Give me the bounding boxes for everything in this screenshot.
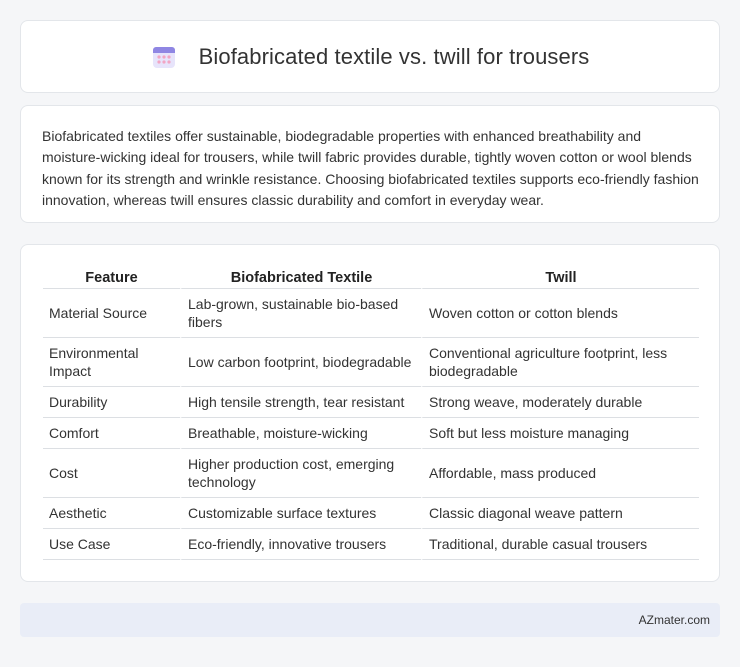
table-cell: Use Case	[43, 529, 180, 560]
table-cell: Durability	[43, 387, 180, 418]
table-row	[43, 449, 699, 498]
footer-brand: AZmater.com	[638, 613, 710, 627]
table-cell: Comfort	[43, 418, 180, 449]
table-row	[43, 289, 699, 338]
table-cell: Affordable, mass produced	[421, 449, 699, 498]
calendar-icon	[151, 44, 177, 70]
intro-card	[20, 105, 720, 223]
table-row	[43, 418, 699, 449]
table-row	[43, 498, 699, 529]
table-row	[43, 387, 699, 418]
comparison-table	[43, 263, 699, 560]
intro-paragraph: Biofabricated textiles offer sustainable, biodegradable properties with enhanced breathability and moisture-wicking ideal for trousers, while twill fabric provides durable, tightly woven cotton or wool blends known for its strength and wrinkle resistance. Choosing biofabricated textiles supports eco-friendly fashion innovation, whereas twill ensures classic durability and comfort in everyday wear.	[42, 128, 699, 208]
table-cell: Customizable surface textures	[180, 498, 421, 529]
table-row	[43, 529, 699, 560]
table-cell: Environmental Impact	[43, 338, 180, 387]
table-cell: Higher production cost, emerging technology	[180, 449, 421, 498]
table-row	[43, 338, 699, 387]
comparison-card	[20, 244, 720, 582]
column-header-biofabricated: Biofabricated Textile	[180, 263, 421, 289]
table-cell: Low carbon footprint, biodegradable	[180, 338, 421, 387]
table-header-row	[43, 263, 699, 289]
table-cell: Strong weave, moderately durable	[421, 387, 699, 418]
table-cell: Material Source	[43, 289, 180, 338]
table-cell: Conventional agriculture footprint, less biodegradable	[421, 338, 699, 387]
table-cell: Soft but less moisture managing	[421, 418, 699, 449]
table-cell: Classic diagonal weave pattern	[421, 498, 699, 529]
column-header-twill: Twill	[421, 263, 699, 289]
table-cell: Lab-grown, sustainable bio-based fibers	[180, 289, 421, 338]
table-cell: High tensile strength, tear resistant	[180, 387, 421, 418]
title-card	[20, 20, 720, 93]
table-cell: Eco-friendly, innovative trousers	[180, 529, 421, 560]
page-title: Biofabricated textile vs. twill for trousers	[198, 43, 590, 69]
table-cell: Woven cotton or cotton blends	[421, 289, 699, 338]
footer-bar	[20, 603, 720, 637]
table-cell: Cost	[43, 449, 180, 498]
table-cell: Traditional, durable casual trousers	[421, 529, 699, 560]
column-header-feature: Feature	[43, 263, 180, 289]
table-cell: Aesthetic	[43, 498, 180, 529]
table-cell: Breathable, moisture-wicking	[180, 418, 421, 449]
